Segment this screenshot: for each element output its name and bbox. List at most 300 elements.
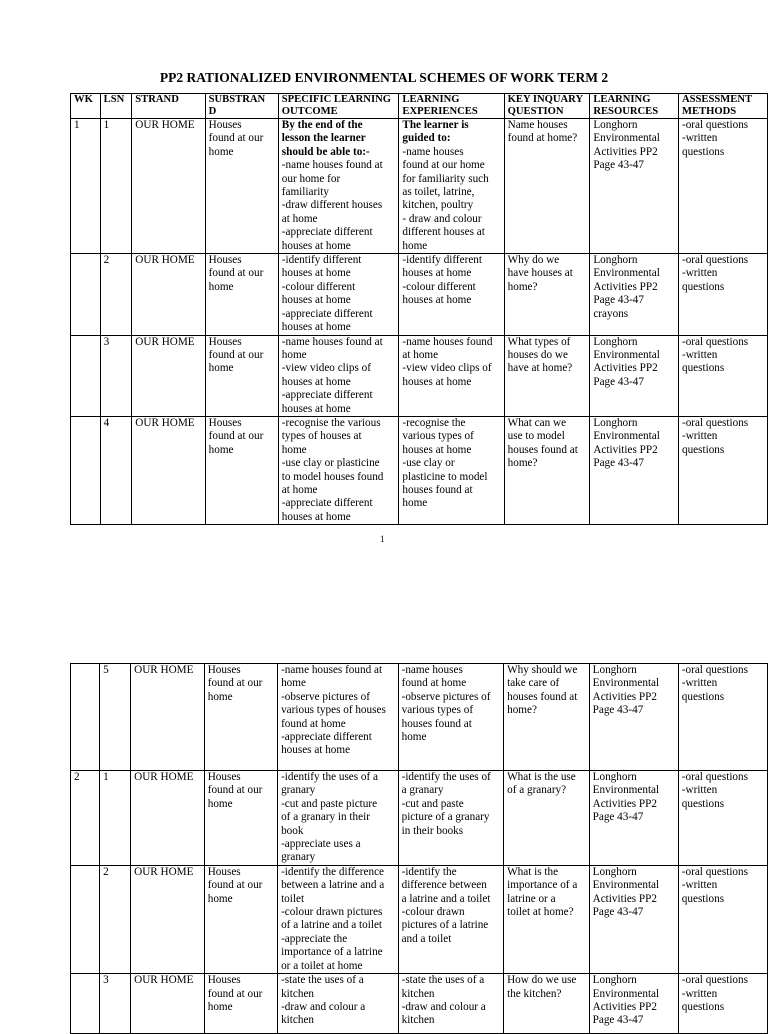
cell-text: -appreciate uses a — [281, 838, 361, 851]
cell-text: Houses — [207, 865, 241, 878]
cell-text: Why should we — [507, 664, 578, 676]
lsn-cell — [100, 335, 132, 416]
cell-text: -draw and colour a — [281, 1000, 366, 1013]
table-row — [71, 335, 768, 416]
cell-text: Environmental — [592, 677, 660, 690]
cell-text: houses at home — [281, 375, 351, 388]
cell-text: found at our — [207, 879, 263, 892]
cell-text: -written — [681, 677, 718, 690]
cell-text: various types of — [402, 430, 474, 443]
cell-text: houses found at — [507, 690, 578, 703]
cell-text: have at home? — [507, 362, 573, 375]
wk-cell — [71, 254, 101, 335]
cell-text: OUR HOME — [134, 974, 194, 987]
cell-text: -cut and paste — [401, 797, 464, 810]
cell-text: kitchen, poultry — [402, 199, 474, 212]
experiences-cell — [398, 865, 504, 973]
cell-text: Houses — [208, 335, 242, 348]
cell-text: -oral questions — [681, 119, 749, 131]
cell-text: found at home — [401, 677, 467, 690]
cell-text: What is the — [507, 865, 559, 878]
cell-text: Environmental — [593, 132, 660, 145]
cell-text: home — [207, 797, 233, 810]
cell-text: use to model — [507, 430, 565, 443]
cell-text: Page 43-47 — [592, 906, 644, 919]
cell-text: 2 — [103, 254, 110, 267]
resources-cell — [590, 416, 679, 524]
cell-text: kitchen — [281, 1014, 315, 1027]
cell-text: found at our — [207, 784, 263, 797]
cell-text: questions — [681, 280, 725, 293]
cell-text: -recognise the various — [281, 416, 381, 429]
substrand-cell — [204, 771, 277, 866]
cell-text: -oral questions — [681, 865, 748, 878]
cell-text: houses at home — [281, 321, 351, 334]
cell-text: Longhorn — [593, 416, 638, 429]
resources-cell — [590, 119, 679, 254]
cell-text: -appreciate the — [281, 932, 348, 945]
cell-text: LEARNING — [593, 94, 651, 105]
cell-text: What is the use — [507, 771, 576, 783]
cell-text: latrine or a — [507, 892, 556, 905]
cell-text: Page 43-47 — [593, 294, 644, 307]
cell-text: -written — [681, 784, 718, 797]
cell-text: found at our — [208, 430, 264, 443]
cell-text: 5 — [103, 664, 109, 676]
cell-text: our home for — [281, 172, 341, 185]
cell-text: lesson the learner — [281, 132, 366, 145]
cell-text: OUTCOME — [281, 106, 338, 117]
cell-text: OUR HOME — [135, 335, 195, 348]
cell-text: home — [208, 362, 234, 375]
cell-text: Activities PP2 — [592, 892, 657, 905]
cell-text: Page 43-47 — [593, 375, 644, 388]
substrand-cell — [204, 865, 277, 973]
substrand-cell — [205, 416, 278, 524]
schemes-table-page-1 — [70, 93, 768, 525]
cell-text: to model houses found — [281, 470, 384, 483]
cell-text: Activities PP2 — [593, 145, 658, 158]
cell-text: OUR HOME — [134, 865, 194, 878]
cell-text: Activities PP2 — [593, 280, 658, 293]
cell-text: home — [207, 1000, 233, 1013]
header-substrand — [205, 94, 278, 119]
header-question — [504, 94, 590, 119]
cell-text: home — [207, 690, 233, 703]
lsn-cell — [100, 974, 131, 1034]
cell-text: Activities PP2 — [592, 1000, 657, 1013]
cell-text: the kitchen? — [507, 987, 562, 1000]
header-outcome — [278, 94, 399, 119]
cell-text: -identify the uses of — [401, 771, 491, 783]
table-header-row — [71, 94, 768, 119]
wk-cell — [71, 865, 100, 973]
assessment-cell — [678, 664, 767, 771]
cell-text: of a granary in their — [281, 811, 370, 824]
header-experiences — [399, 94, 504, 119]
cell-text: questions — [681, 362, 725, 375]
cell-text: -colour drawn pictures — [281, 906, 383, 919]
cell-text: as toilet, latrine, — [402, 186, 475, 199]
cell-text: questions — [681, 1000, 725, 1013]
cell-text: kitchen — [401, 987, 435, 1000]
cell-text: various types of — [401, 704, 474, 717]
cell-text: -identify different — [281, 254, 362, 267]
cell-text: OUR HOME — [135, 254, 195, 267]
cell-text: take care of — [507, 677, 560, 690]
cell-text: home — [281, 677, 306, 690]
substrand-cell — [205, 335, 278, 416]
cell-text: and a toilet — [401, 932, 452, 945]
cell-text: 4 — [103, 416, 110, 429]
wk-cell — [71, 974, 100, 1034]
cell-text: -appreciate different — [281, 307, 373, 320]
header-lsn — [100, 94, 132, 119]
cell-text: -appreciate different — [281, 497, 373, 510]
substrand-cell — [205, 119, 278, 254]
table-row — [71, 416, 768, 524]
cell-text: at home — [281, 483, 318, 496]
cell-text: questions — [681, 690, 725, 703]
cell-text: houses at home — [281, 294, 351, 307]
strand-cell — [131, 974, 205, 1034]
header-assessment — [678, 94, 767, 119]
experiences-cell — [398, 664, 504, 771]
cell-text: -name houses found at — [281, 335, 383, 348]
resources-cell — [589, 771, 678, 866]
assessment-cell — [678, 771, 767, 866]
cell-text: -name houses found at — [281, 159, 383, 172]
cell-text: between a latrine and a — [281, 879, 385, 892]
cell-text: KEY INQUARY — [507, 94, 584, 105]
cell-text: RESOURCES — [593, 106, 659, 117]
question-cell — [504, 119, 590, 254]
cell-text: Activities PP2 — [593, 362, 658, 375]
cell-text: SUBSTRAN — [208, 94, 266, 105]
cell-text: kitchen — [281, 987, 315, 1000]
cell-text: found at our — [208, 348, 264, 361]
cell-text: -draw different houses — [281, 199, 383, 212]
cell-text: found at our — [208, 267, 264, 280]
table-row — [71, 119, 768, 254]
cell-text: questions — [681, 797, 725, 810]
cell-text: OUR HOME — [135, 416, 195, 429]
cell-text: houses at home — [402, 443, 472, 456]
resources-cell — [589, 664, 678, 771]
cell-text: different houses at — [402, 226, 485, 239]
cell-text: houses found at — [507, 443, 578, 456]
cell-text: Page 43-47 — [593, 159, 644, 172]
cell-text: houses at home — [402, 267, 472, 280]
table-row — [71, 974, 768, 1034]
cell-text: The learner is — [402, 119, 469, 131]
cell-text: 2 — [74, 771, 80, 783]
wk-cell — [71, 335, 101, 416]
question-cell — [504, 254, 590, 335]
cell-text: -observe pictures of — [401, 690, 491, 703]
cell-text: SPECIFIC LEARNING — [281, 94, 391, 105]
wk-cell — [71, 771, 100, 866]
cell-text: What types of — [507, 335, 571, 348]
cell-text: should be able to:- — [281, 145, 370, 158]
cell-text: houses found at — [402, 483, 473, 496]
cell-text: -identify the — [401, 865, 457, 878]
outcome-cell — [278, 664, 399, 771]
outcome-cell — [278, 974, 399, 1034]
lsn-cell — [100, 254, 132, 335]
cell-text: found at our — [207, 987, 263, 1000]
cell-text: - draw and colour — [402, 212, 482, 225]
cell-text: -name houses found at — [281, 664, 383, 676]
header-wk — [71, 94, 101, 119]
cell-text: -name houses found — [402, 335, 493, 348]
cell-text: -appreciate different — [281, 389, 373, 402]
cell-text: 2 — [103, 865, 109, 878]
header-strand — [132, 94, 205, 119]
cell-text: of a latrine and a toilet — [281, 919, 383, 932]
cell-text: -use clay or plasticine — [281, 457, 380, 470]
cell-text: -use clay or — [402, 457, 455, 470]
cell-text: of a granary? — [507, 784, 567, 797]
cell-text: have houses at — [507, 267, 573, 280]
cell-text: plasticine to model — [402, 470, 488, 483]
cell-text: -identify the difference — [281, 865, 384, 878]
cell-text: toilet at home? — [507, 906, 574, 919]
cell-text: LEARNING — [402, 94, 460, 105]
cell-text: -oral questions — [681, 416, 749, 429]
cell-text: a granary — [401, 784, 444, 797]
cell-text: Activities PP2 — [592, 797, 657, 810]
cell-text: importance of a latrine — [281, 946, 383, 959]
cell-text: -view video clips of — [281, 362, 371, 375]
cell-text: -name houses — [401, 664, 463, 676]
cell-text: Activities PP2 — [593, 443, 658, 456]
cell-text: home — [281, 443, 307, 456]
lsn-cell — [100, 771, 131, 866]
cell-text: D — [208, 106, 217, 117]
lsn-cell — [100, 416, 132, 524]
assessment-cell — [678, 416, 767, 524]
cell-text: Houses — [207, 664, 241, 676]
cell-text: Houses — [208, 254, 242, 267]
cell-text: -written — [681, 879, 718, 892]
cell-text: home — [208, 280, 234, 293]
outcome-cell — [278, 119, 399, 254]
cell-text: found at our home — [402, 159, 485, 172]
table-row — [71, 664, 768, 771]
question-cell — [504, 416, 590, 524]
strand-cell — [132, 119, 205, 254]
cell-text: -recognise the — [402, 416, 466, 429]
cell-text: houses at home — [281, 239, 351, 252]
question-cell — [504, 974, 590, 1034]
cell-text: Environmental — [592, 987, 660, 1000]
cell-text: kitchen — [401, 1014, 435, 1027]
cell-text: -written — [681, 267, 718, 280]
outcome-cell — [278, 254, 399, 335]
cell-text: Environmental — [592, 879, 660, 892]
cell-text: found at our — [207, 677, 263, 690]
cell-text: WK — [74, 94, 93, 105]
resources-cell — [590, 335, 679, 416]
cell-text: home? — [507, 280, 538, 293]
wk-cell — [71, 664, 100, 771]
resources-cell — [589, 974, 678, 1034]
cell-text: home? — [507, 704, 537, 717]
table-row — [71, 254, 768, 335]
cell-text: How do we use — [507, 974, 577, 987]
cell-text: -draw and colour a — [401, 1000, 486, 1013]
page-title: PP2 RATIONALIZED ENVIRONMENTAL SCHEMES OF WORK TERM 2 — [159, 70, 609, 85]
cell-text: guided to: — [402, 132, 451, 145]
experiences-cell — [399, 416, 504, 524]
cell-text: -oral questions — [681, 335, 749, 348]
cell-text: houses at home — [281, 402, 351, 415]
outcome-cell — [278, 771, 399, 866]
cell-text: Longhorn — [592, 664, 637, 676]
wk-cell — [71, 119, 101, 254]
cell-text: home? — [507, 457, 538, 470]
cell-text: Longhorn — [592, 974, 637, 987]
strand-cell — [131, 664, 205, 771]
assessment-cell — [678, 119, 767, 254]
cell-text: pictures of a latrine — [401, 919, 489, 932]
cell-text: -name houses — [402, 145, 464, 158]
cell-text: 1 — [74, 119, 80, 131]
cell-text: or a toilet at home — [281, 959, 363, 972]
cell-text: various types of houses — [281, 704, 386, 717]
table-row — [71, 865, 768, 973]
cell-text: -oral questions — [681, 254, 749, 267]
cell-text: Houses — [208, 119, 242, 131]
header-resources — [590, 94, 679, 119]
cell-text: STRAND — [135, 94, 179, 105]
cell-text: -oral questions — [681, 771, 748, 783]
assessment-cell — [678, 865, 767, 973]
cell-text: houses at home — [281, 744, 351, 757]
cell-text: a latrine and a toilet — [401, 892, 491, 905]
cell-text: Houses — [207, 771, 241, 783]
cell-text: houses at home — [281, 510, 351, 523]
cell-text: Environmental — [593, 267, 660, 280]
assessment-cell — [678, 335, 767, 416]
lsn-cell — [100, 664, 131, 771]
cell-text: ASSESSMENT — [681, 94, 753, 105]
cell-text: questions — [681, 892, 725, 905]
cell-text: home — [208, 145, 234, 158]
cell-text: 1 — [103, 771, 109, 783]
cell-text: Page 43-47 — [592, 811, 644, 824]
cell-text: Environmental — [593, 430, 660, 443]
cell-text: home — [207, 892, 233, 905]
cell-text: -appreciate different — [281, 731, 372, 744]
cell-text: Page 43-47 — [592, 1014, 644, 1027]
assessment-cell — [678, 974, 767, 1034]
cell-text: LSN — [103, 94, 125, 105]
cell-text: crayons — [593, 307, 629, 320]
cell-text: at home — [281, 212, 318, 225]
question-cell — [504, 335, 590, 416]
cell-text: Houses — [208, 416, 242, 429]
cell-text: OUR HOME — [134, 664, 194, 676]
cell-text: -written — [681, 430, 718, 443]
cell-text: granary — [281, 851, 316, 864]
cell-text: home — [401, 731, 427, 744]
experiences-cell — [399, 119, 504, 254]
cell-text: questions — [681, 145, 725, 158]
cell-text: -state the uses of a — [401, 974, 485, 987]
cell-text: By the end of the — [281, 119, 363, 131]
substrand-cell — [204, 974, 277, 1034]
cell-text: EXPERIENCES — [402, 106, 478, 117]
strand-cell — [132, 416, 205, 524]
question-cell — [504, 865, 590, 973]
cell-text: Longhorn — [592, 865, 637, 878]
resources-cell — [590, 254, 679, 335]
cell-text: -written — [681, 132, 718, 145]
cell-text: difference between — [401, 879, 487, 892]
experiences-cell — [398, 974, 504, 1034]
cell-text: -written — [681, 987, 718, 1000]
cell-text: book — [281, 824, 304, 837]
cell-text: QUESTION — [507, 106, 564, 117]
cell-text: 1 — [103, 119, 110, 131]
table-row — [71, 771, 768, 866]
outcome-cell — [278, 335, 399, 416]
cell-text: -appreciate different — [281, 226, 373, 239]
strand-cell — [131, 865, 205, 973]
experiences-cell — [399, 335, 504, 416]
cell-text: houses found at — [401, 717, 472, 730]
cell-text: familiarity — [281, 186, 330, 199]
question-cell — [504, 664, 590, 771]
cell-text: types of houses at — [281, 430, 362, 443]
cell-text: Longhorn — [593, 254, 638, 267]
strand-cell — [131, 771, 205, 866]
cell-text: found at home — [281, 717, 346, 730]
cell-text: picture of a granary — [401, 811, 490, 824]
cell-text: OUR HOME — [134, 771, 194, 783]
cell-text: -colour different — [281, 280, 356, 293]
cell-text: -view video clips of — [402, 362, 492, 375]
cell-text: Environmental — [593, 348, 660, 361]
cell-text: houses do we — [507, 348, 568, 361]
cell-text: Longhorn — [593, 119, 638, 131]
assessment-cell — [678, 254, 767, 335]
outcome-cell — [278, 416, 399, 524]
schemes-table-page-2 — [70, 663, 768, 1034]
cell-text: -colour drawn — [401, 906, 465, 919]
cell-text: granary — [281, 784, 316, 797]
cell-text: 3 — [103, 974, 109, 987]
cell-text: -identify different — [402, 254, 483, 267]
cell-text: Page 43-47 — [592, 704, 644, 717]
cell-text: Environmental — [592, 784, 660, 797]
cell-text: Name houses — [507, 119, 568, 131]
cell-text: home — [208, 443, 234, 456]
experiences-cell — [398, 771, 504, 866]
substrand-cell — [204, 664, 277, 771]
lsn-cell — [100, 865, 131, 973]
cell-text: -cut and paste picture — [281, 797, 378, 810]
cell-text: Longhorn — [592, 771, 637, 783]
cell-text: toilet — [281, 892, 305, 905]
cell-text: -colour different — [402, 280, 476, 293]
cell-text: What can we — [507, 416, 567, 429]
cell-text: questions — [681, 443, 725, 456]
cell-text: OUR HOME — [135, 119, 195, 131]
cell-text: 3 — [103, 335, 110, 348]
